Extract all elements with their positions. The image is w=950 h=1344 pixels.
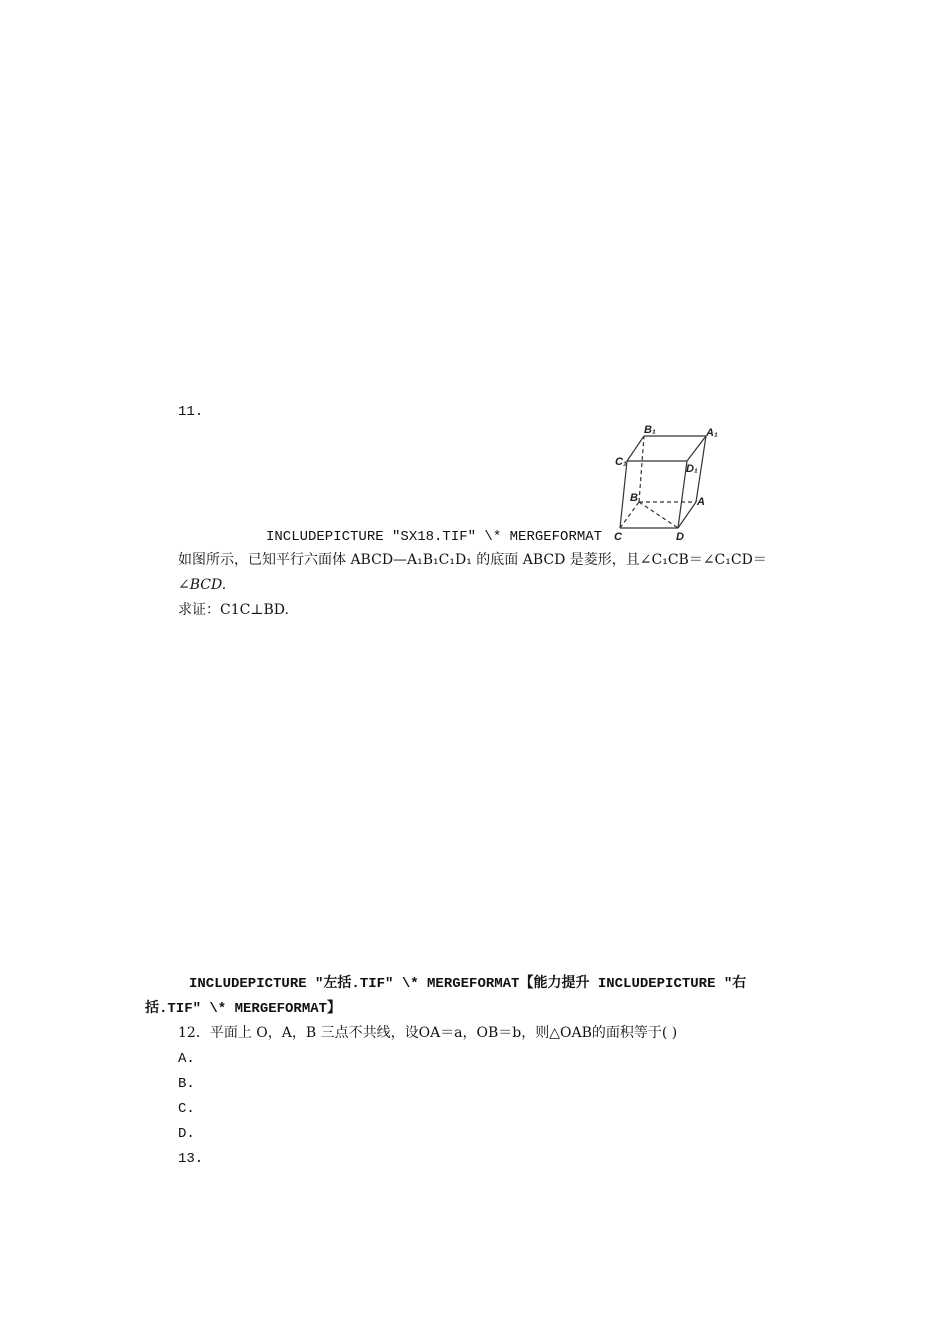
question-13-number: 13. <box>178 1151 204 1167</box>
question-12-option-c: C. <box>178 1101 195 1117</box>
label-d1: D₁ <box>686 463 698 475</box>
include-picture-field-sx18: INCLUDEPICTURE "SX18.TIF" \* MERGEFORMAT <box>266 529 603 545</box>
label-b: B <box>630 492 638 504</box>
question-12-option-d: D. <box>178 1126 195 1142</box>
diagonal-b-d <box>639 502 678 528</box>
label-b1: B₁ <box>644 424 656 436</box>
question-11-prove: 求证：C1C⊥BD. <box>178 602 289 618</box>
edge-b1-c1 <box>627 436 644 461</box>
label-c: C <box>614 531 622 543</box>
label-a1: A₁ <box>706 427 718 439</box>
section-header-line2: 括.TIF" \* MERGEFORMAT】 <box>145 1001 342 1017</box>
edge-c-c1 <box>620 461 627 528</box>
question-11-statement-cont: ∠BCD. <box>178 577 227 593</box>
label-a: A <box>697 496 705 508</box>
question-12-option-a: A. <box>178 1051 195 1067</box>
label-c1: C₁ <box>615 456 627 468</box>
label-d: D <box>676 531 684 543</box>
question-11-statement: 如图所示，已知平行六面体 ABCD—A₁B₁C₁D₁ 的底面 ABCD 是菱形，且∠C₁CB＝∠C₁CD＝ <box>178 552 767 568</box>
question-12-statement: 12．平面上 O，A，B 三点不共线，设OA＝a，OB＝b，则△OAB的面积等于( ) <box>178 1025 678 1041</box>
question-12-option-b: B. <box>178 1076 195 1092</box>
section-header-line1: INCLUDEPICTURE "左括.TIF" \* MERGEFORMAT【能力提升 INCLUDEPICTURE "右 <box>189 976 747 992</box>
question-11-number: 11. <box>178 404 204 420</box>
edge-b-b1 <box>639 436 644 502</box>
parallelepiped-figure <box>606 420 726 544</box>
